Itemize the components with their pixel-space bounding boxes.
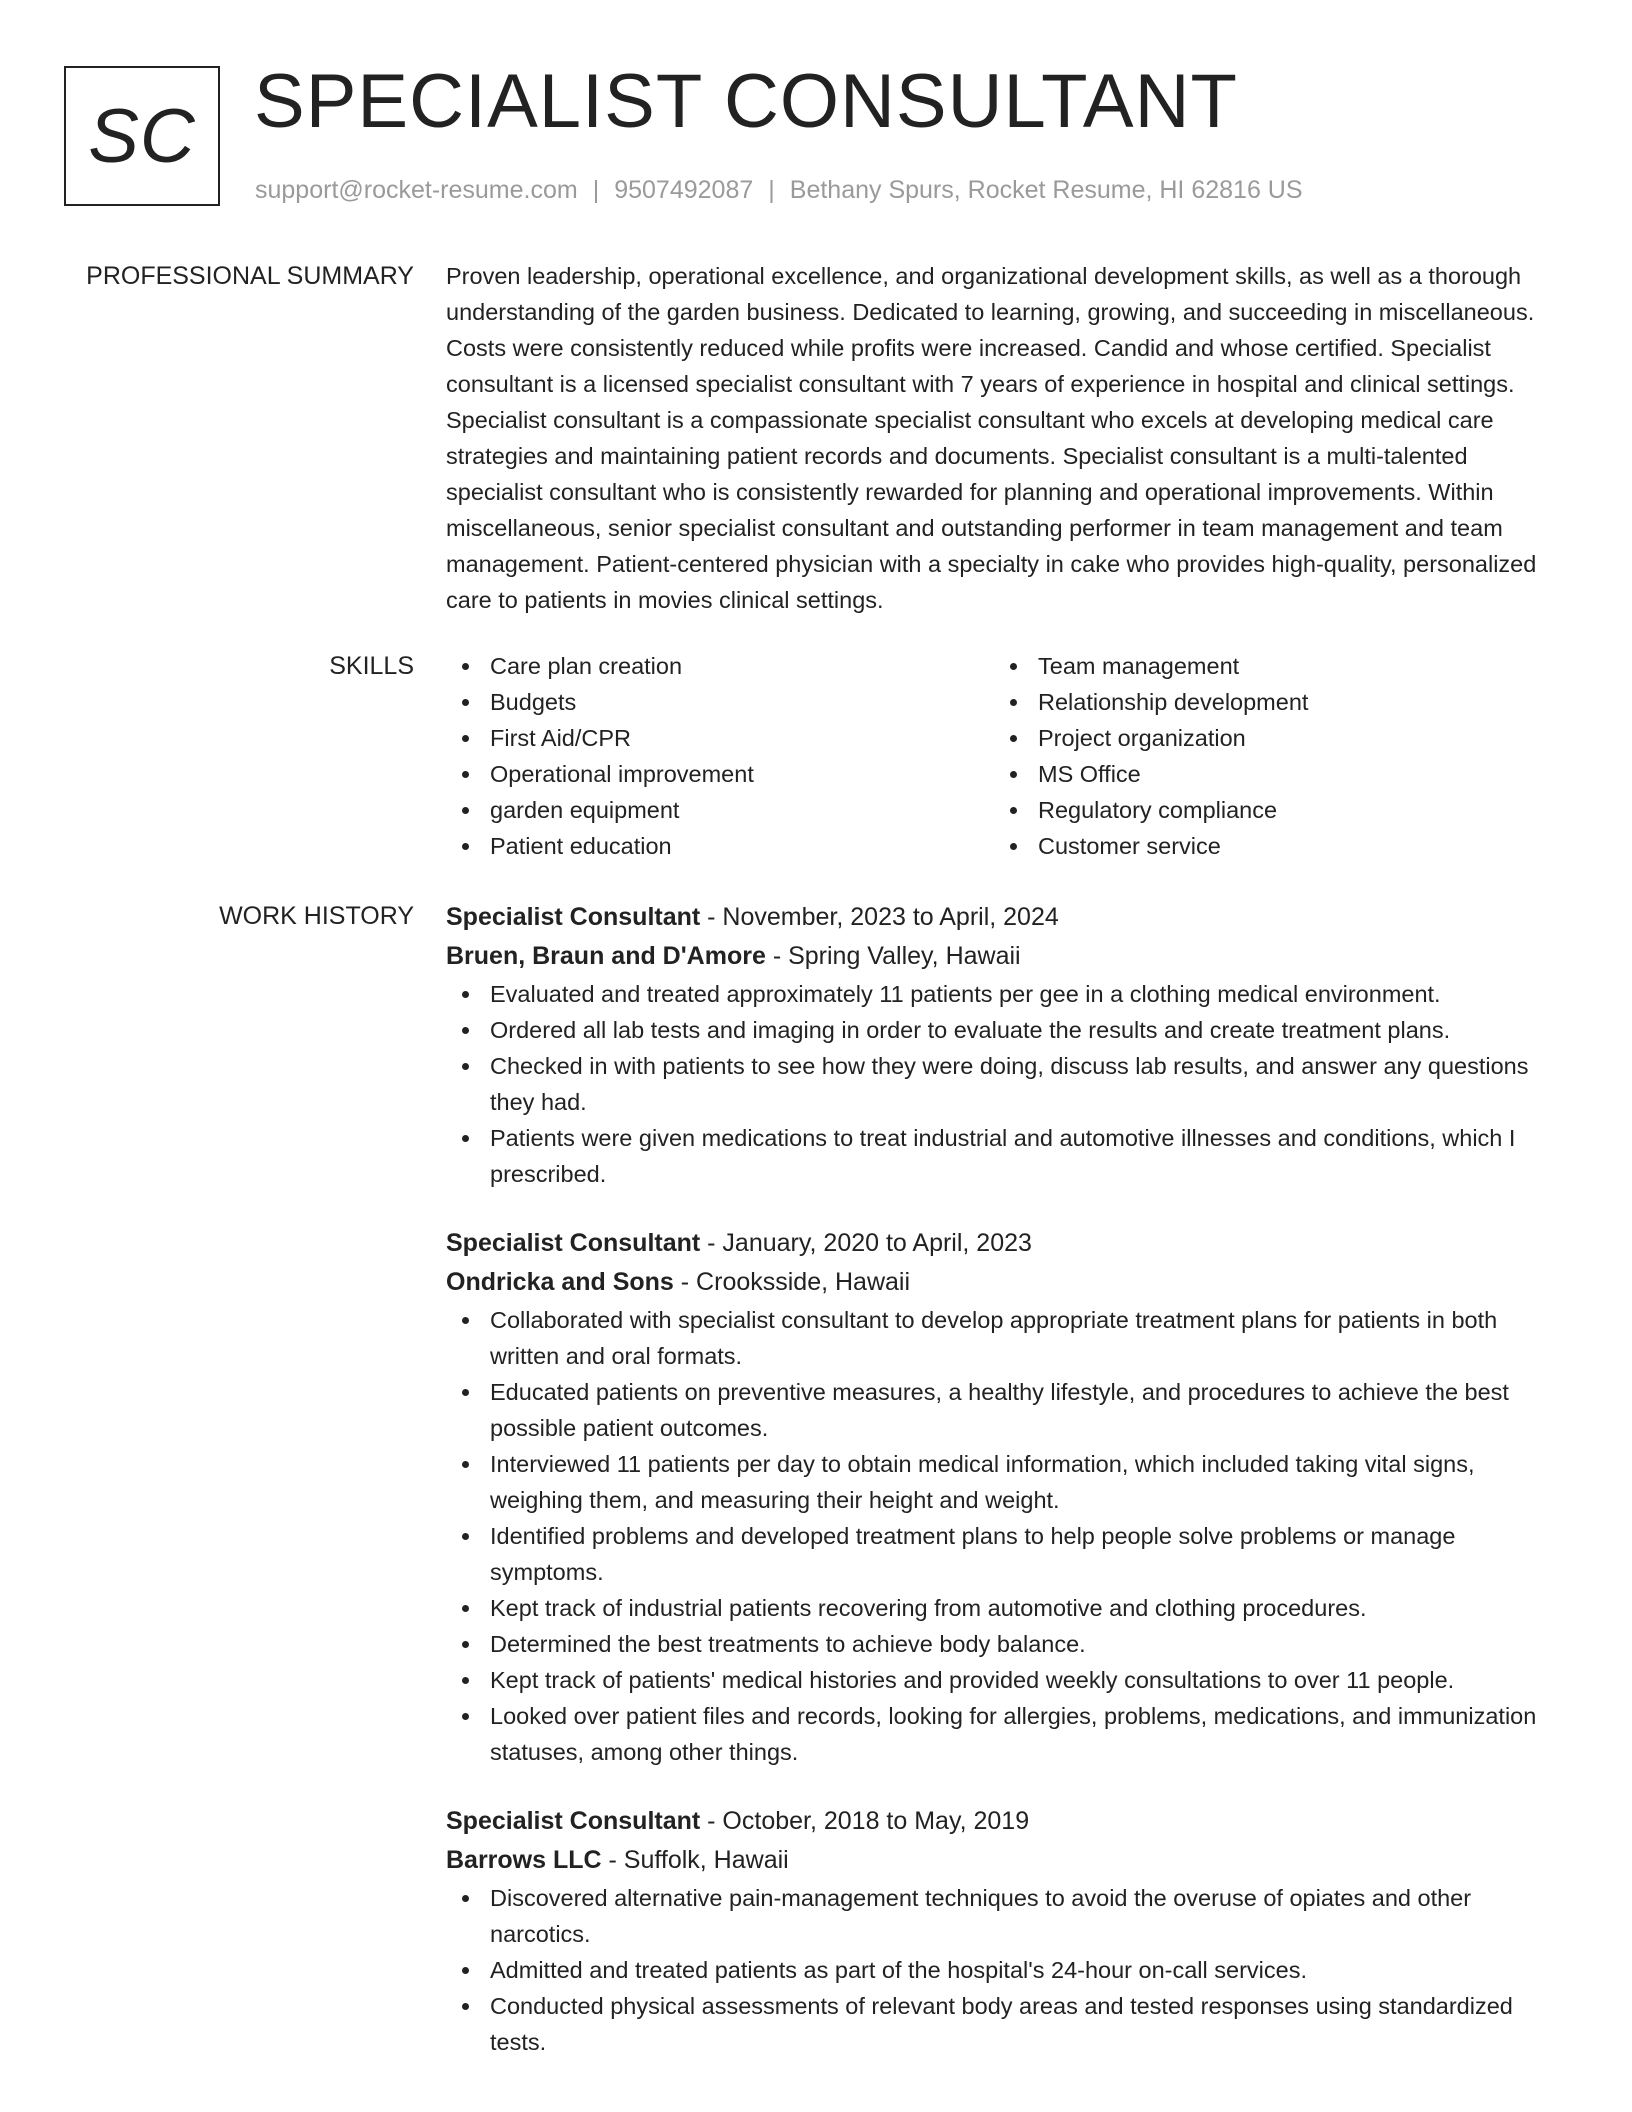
list-item: First Aid/CPR bbox=[446, 720, 994, 756]
contact-email: support@rocket-resume.com bbox=[255, 176, 578, 204]
job-duties bbox=[446, 976, 1566, 1192]
list-item: Identified problems and developed treatment plans to help people solve problems or manage symptoms. bbox=[446, 1518, 1566, 1590]
job-dates: - November, 2023 to April, 2024 bbox=[700, 903, 1059, 931]
job-dates: - January, 2020 to April, 2023 bbox=[700, 1229, 1032, 1257]
list-item: Checked in with patients to see how they were doing, discuss lab results, and answer any questions they had. bbox=[446, 1048, 1566, 1120]
skills-heading: SKILLS bbox=[329, 652, 414, 680]
job-dates: - October, 2018 to May, 2019 bbox=[700, 1807, 1030, 1835]
list-item: Ordered all lab tests and imaging in order to evaluate the results and create treatment plans. bbox=[446, 1012, 1566, 1048]
summary-text: Proven leadership, operational excellence, and organizational development skills, as well as a thorough understanding of the garden business. Dedicated to learning, growing, and succeeding in miscellaneous. Costs were consistently reduced while profits were increased. Candid and whose certified. Specialist consultant is a licensed specialist consultant with 7 years of experience in hospital and clinical settings. Specialist consultant is a compassionate specialist consultant who excels at developing medical care strategies and maintaining patient records and documents. Specialist consultant is a multi-talented specialist consultant who is consistently rewarded for planning and operational improvements. Within miscellaneous, senior specialist consultant and outstanding performer in team management and team management. Patient-centered physician with a specialty in cake who provides high-quality, personalized care to patients in movies clinical settings. bbox=[446, 263, 1537, 613]
candidate-name: SPECIALIST CONSULTANT bbox=[254, 59, 1238, 144]
job-entry bbox=[446, 1224, 1566, 1770]
contact-separator: | bbox=[592, 176, 600, 204]
list-item: Discovered alternative pain-management techniques to avoid the overuse of opiates and other narcotics. bbox=[446, 1880, 1566, 1952]
list-item: Kept track of patients' medical histories and provided weekly consultations to over 11 people. bbox=[446, 1662, 1566, 1698]
list-item: Patients were given medications to treat industrial and automotive illnesses and conditions, which I prescribed. bbox=[446, 1120, 1566, 1192]
job-location: - Suffolk, Hawaii bbox=[601, 1846, 789, 1874]
list-item: Kept track of industrial patients recovering from automotive and clothing procedures. bbox=[446, 1590, 1566, 1626]
job-title-line bbox=[446, 898, 1566, 937]
list-item: MS Office bbox=[994, 756, 1542, 792]
list-item: Determined the best treatments to achieve body balance. bbox=[446, 1626, 1566, 1662]
job-company: Bruen, Braun and D'Amore bbox=[446, 942, 766, 970]
list-item: Patient education bbox=[446, 828, 994, 864]
summary-heading: PROFESSIONAL SUMMARY bbox=[86, 262, 414, 290]
work-history-heading: WORK HISTORY bbox=[219, 902, 414, 930]
job-company: Ondricka and Sons bbox=[446, 1268, 674, 1296]
list-item: Conducted physical assessments of relevant body areas and tested responses using standardized tests. bbox=[446, 1988, 1566, 2060]
list-item: Operational improvement bbox=[446, 756, 994, 792]
job-company-line bbox=[446, 937, 1566, 976]
contact-address: Bethany Spurs, Rocket Resume, HI 62816 US bbox=[789, 176, 1303, 204]
skills-list-right bbox=[994, 648, 1542, 864]
list-item: Regulatory compliance bbox=[994, 792, 1542, 828]
contact-separator: | bbox=[768, 176, 775, 204]
contact-line bbox=[255, 174, 1303, 206]
job-role: Specialist Consultant bbox=[446, 1807, 701, 1835]
list-item: Collaborated with specialist consultant to develop appropriate treatment plans for patients in both written and oral formats. bbox=[446, 1302, 1566, 1374]
job-company-line bbox=[446, 1841, 1566, 1880]
job-role: Specialist Consultant bbox=[446, 903, 701, 931]
monogram-logo: SC bbox=[64, 66, 220, 206]
list-item: Budgets bbox=[446, 684, 994, 720]
list-item: garden equipment bbox=[446, 792, 994, 828]
job-role: Specialist Consultant bbox=[446, 1229, 701, 1257]
job-title-line bbox=[446, 1802, 1566, 1841]
job-location: - Crooksside, Hawaii bbox=[673, 1268, 911, 1296]
contact-phone: 9507492087 bbox=[614, 176, 754, 204]
list-item: Relationship development bbox=[994, 684, 1542, 720]
job-company-line bbox=[446, 1263, 1566, 1302]
list-item: Care plan creation bbox=[446, 648, 994, 684]
job-duties bbox=[446, 1302, 1566, 1770]
job-company: Barrows LLC bbox=[446, 1846, 602, 1874]
list-item: Looked over patient files and records, looking for allergies, problems, medications, and immunization statuses, among other things. bbox=[446, 1698, 1566, 1770]
list-item: Project organization bbox=[994, 720, 1542, 756]
job-entry bbox=[446, 1802, 1566, 2060]
job-title-line bbox=[446, 1224, 1566, 1263]
list-item: Interviewed 11 patients per day to obtain medical information, which included taking vital signs, weighing them, and measuring their height and weight. bbox=[446, 1446, 1566, 1518]
list-item: Team management bbox=[994, 648, 1542, 684]
job-location: - Spring Valley, Hawaii bbox=[765, 942, 1021, 970]
list-item: Evaluated and treated approximately 11 patients per gee in a clothing medical environment. bbox=[446, 976, 1566, 1012]
job-entry bbox=[446, 898, 1566, 1192]
skills-list-left bbox=[446, 648, 994, 864]
list-item: Educated patients on preventive measures, a healthy lifestyle, and procedures to achieve the best possible patient outcomes. bbox=[446, 1374, 1566, 1446]
list-item: Customer service bbox=[994, 828, 1542, 864]
list-item: Admitted and treated patients as part of the hospital's 24-hour on-call services. bbox=[446, 1952, 1566, 1988]
job-duties bbox=[446, 1880, 1566, 2060]
